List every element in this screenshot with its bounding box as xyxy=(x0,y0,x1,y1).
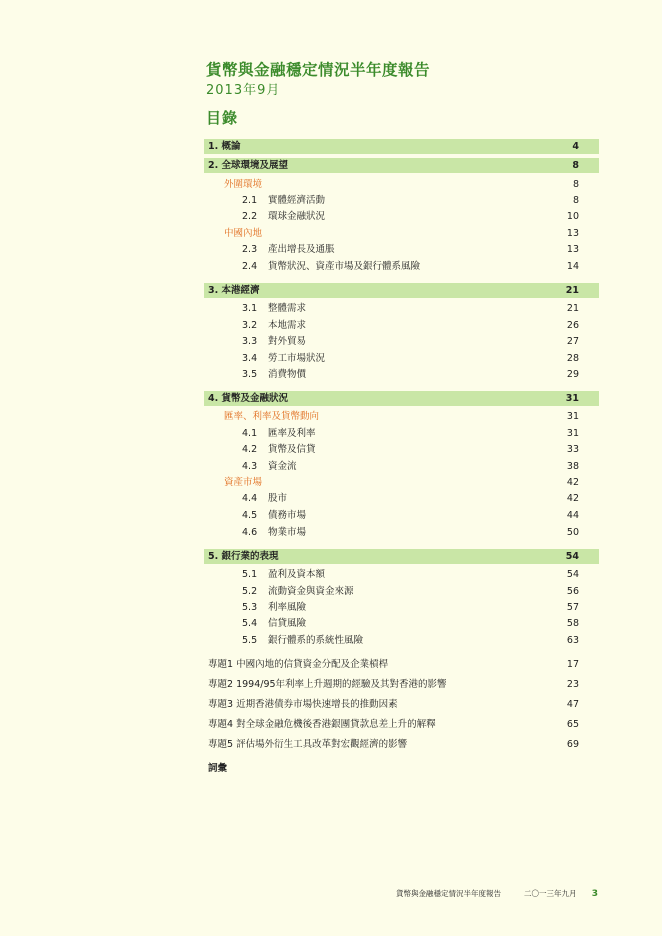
toc-region-row[interactable] xyxy=(204,409,599,424)
toc-page-number: 28 xyxy=(566,353,579,364)
toc-section-number: 4.4 xyxy=(242,493,258,504)
toc-section-number: 3.3 xyxy=(242,336,258,347)
toc-page-number: 38 xyxy=(566,461,579,472)
toc-entry-label: 勞工市場狀況 xyxy=(268,353,326,364)
toc-sub-row[interactable] xyxy=(204,442,599,457)
toc-entry-label: 2. 全球環境及展望 xyxy=(208,160,289,171)
toc-page-number: 23 xyxy=(566,679,579,690)
toc-entry-label: 流動資金與資金來源 xyxy=(268,586,354,597)
toc-page-number: 4 xyxy=(572,141,579,152)
toc-page-number: 50 xyxy=(566,527,579,538)
toc-page-number: 27 xyxy=(566,336,579,347)
toc-entry-label: 貨幣狀況、資產市場及銀行體系風險 xyxy=(268,261,421,272)
toc-sub-row[interactable] xyxy=(204,600,599,615)
toc-entry-label: 5. 銀行業的表現 xyxy=(208,551,279,562)
toc-sub-row[interactable] xyxy=(204,459,599,474)
toc-box-row[interactable] xyxy=(204,737,599,752)
toc-entry-label: 整體需求 xyxy=(268,303,307,314)
toc-entry-label: 盈利及資本額 xyxy=(268,569,326,580)
toc-box-row[interactable] xyxy=(204,657,599,672)
toc-entry-label: 貨幣及信貸 xyxy=(268,444,316,455)
toc-entry-label: 專題1 中國內地的信貸資金分配及企業槓桿 xyxy=(208,659,389,670)
toc-entry-label: 物業市場 xyxy=(268,527,307,538)
toc-chapter-row[interactable] xyxy=(204,391,599,406)
toc-page-number: 54 xyxy=(565,551,579,562)
toc-section-number: 5.1 xyxy=(242,569,258,580)
toc-page-number: 42 xyxy=(566,477,579,488)
toc-page-number: 44 xyxy=(566,510,579,521)
toc-section-number: 4.6 xyxy=(242,527,258,538)
toc-box-row[interactable] xyxy=(204,697,599,712)
toc-section-number: 2.2 xyxy=(242,211,258,222)
toc-section-number: 4.2 xyxy=(242,444,258,455)
toc-chapter-row[interactable] xyxy=(204,139,599,154)
toc-page-number: 31 xyxy=(566,428,579,439)
toc-page-number: 10 xyxy=(566,211,579,222)
toc-section-number: 4.1 xyxy=(242,428,258,439)
toc-page-number: 69 xyxy=(566,739,579,750)
toc-box-row[interactable] xyxy=(204,677,599,692)
toc-page-number: 13 xyxy=(566,228,579,239)
toc-page-number: 13 xyxy=(566,244,579,255)
page-subtitle: 2013年9月 xyxy=(206,83,281,98)
toc-section-number: 3.4 xyxy=(242,353,258,364)
toc-page-number: 26 xyxy=(566,320,579,331)
footer-date: 二〇一三年九月 xyxy=(524,889,577,898)
toc-entry-label: 專題4 對全球金融危機後香港銀團貸款息差上升的解釋 xyxy=(208,719,436,730)
toc-region-row[interactable] xyxy=(204,475,599,490)
toc-sub-row[interactable] xyxy=(204,633,599,648)
toc-page-number: 56 xyxy=(566,586,579,597)
toc-box-row[interactable] xyxy=(204,717,599,732)
toc-page-number: 29 xyxy=(566,369,579,380)
toc-page-number: 31 xyxy=(566,411,579,422)
toc-entry-label: 產出增長及通脹 xyxy=(268,244,335,255)
toc-entry-label: 專題2 1994/95年利率上升週期的經驗及其對香港的影響 xyxy=(208,679,447,690)
toc-chapter-row[interactable] xyxy=(204,283,599,298)
toc-section-number: 4.3 xyxy=(242,461,258,472)
toc-sub-row[interactable] xyxy=(204,367,599,382)
toc-entry-label: 外圍環境 xyxy=(224,179,263,190)
toc-section-number: 3.2 xyxy=(242,320,258,331)
toc-entry-label: 專題3 近期香港債券市場快速增長的推動因素 xyxy=(208,699,398,710)
toc-entry-label: 信貸風險 xyxy=(268,618,307,629)
toc-sub-row[interactable] xyxy=(204,242,599,257)
toc-entry-label: 債務市場 xyxy=(268,510,307,521)
toc-entry-label: 環球金融狀況 xyxy=(268,211,326,222)
toc-entry-label: 匯率及利率 xyxy=(268,428,316,439)
toc-page-number: 63 xyxy=(566,635,579,646)
toc-page-number: 14 xyxy=(566,261,579,272)
toc-entry-label: 銀行體系的系統性風險 xyxy=(268,635,364,646)
toc-sub-row[interactable] xyxy=(204,567,599,582)
toc-page-number: 58 xyxy=(566,618,579,629)
toc-entry-label: 股市 xyxy=(268,493,288,504)
toc-section-number: 5.4 xyxy=(242,618,258,629)
toc-sub-row[interactable] xyxy=(204,491,599,506)
toc-entry-label: 匯率、利率及貨幣動向 xyxy=(224,411,320,422)
toc-sub-row[interactable] xyxy=(204,193,599,208)
toc-page-number: 33 xyxy=(566,444,579,455)
toc-sub-row[interactable] xyxy=(204,351,599,366)
toc-sub-row[interactable] xyxy=(204,318,599,333)
toc-sub-row[interactable] xyxy=(204,426,599,441)
toc-chapter-row[interactable] xyxy=(204,158,599,173)
toc-page-number: 8 xyxy=(572,179,579,190)
toc-chapter-row[interactable] xyxy=(204,549,599,564)
toc-page-number: 57 xyxy=(566,602,579,613)
toc-page-number: 47 xyxy=(566,699,579,710)
toc-entry-label: 對外貿易 xyxy=(268,336,307,347)
toc-section-number: 2.1 xyxy=(242,195,258,206)
toc-sub-row[interactable] xyxy=(204,301,599,316)
toc-entry-label: 3. 本港經濟 xyxy=(208,285,260,296)
toc-sub-row[interactable] xyxy=(204,209,599,224)
toc-section-number: 4.5 xyxy=(242,510,258,521)
toc-heading: 目錄 xyxy=(206,109,239,127)
toc-section-number: 5.3 xyxy=(242,602,258,613)
toc-page-number: 8 xyxy=(572,160,579,171)
toc-region-row[interactable] xyxy=(204,177,599,192)
toc-entry-label: 資產市場 xyxy=(224,477,263,488)
toc-section-number: 5.5 xyxy=(242,635,258,646)
toc-sub-row[interactable] xyxy=(204,334,599,349)
toc-page-number: 8 xyxy=(572,195,579,206)
toc-page-number: 54 xyxy=(566,569,579,580)
toc-section-number: 3.1 xyxy=(242,303,258,314)
page-title: 貨幣與金融穩定情況半年度報告 xyxy=(206,61,431,79)
toc-entry-label: 資金流 xyxy=(268,461,297,472)
toc-entry-label: 消費物價 xyxy=(268,369,307,380)
toc-page-number: 17 xyxy=(566,659,579,670)
toc-sub-row[interactable] xyxy=(204,508,599,523)
toc-sub-row[interactable] xyxy=(204,525,599,540)
toc-entry-label: 1. 概論 xyxy=(208,141,241,152)
page-number: 3 xyxy=(591,889,598,899)
toc-entry-label: 4. 貨幣及金融狀況 xyxy=(208,393,289,404)
toc-entry-label: 利率風險 xyxy=(268,602,307,613)
toc-section-number: 3.5 xyxy=(242,369,258,380)
toc-page-number: 31 xyxy=(565,393,579,404)
toc-sub-row[interactable] xyxy=(204,584,599,599)
toc-page-number: 21 xyxy=(565,285,579,296)
toc-section-number: 2.4 xyxy=(242,261,258,272)
footer-title: 貨幣與金融穩定情況半年度報告 xyxy=(396,889,501,898)
toc-entry-label: 專題5 評估場外衍生工具改革對宏觀經濟的影響 xyxy=(208,739,408,750)
page-footer xyxy=(396,887,602,901)
toc-section-number: 5.2 xyxy=(242,586,258,597)
toc-sub-row[interactable] xyxy=(204,616,599,631)
toc-entry-label: 詞彙 xyxy=(208,763,228,774)
toc-section-number: 2.3 xyxy=(242,244,258,255)
toc-glossary-row[interactable] xyxy=(204,761,599,776)
toc-region-row[interactable] xyxy=(204,226,599,241)
toc-sub-row[interactable] xyxy=(204,259,599,274)
toc-page-number: 21 xyxy=(566,303,579,314)
toc-entry-label: 中國內地 xyxy=(224,228,263,239)
toc-entry-label: 實體經濟活動 xyxy=(268,195,326,206)
toc-page-number: 65 xyxy=(566,719,579,730)
toc-page-number: 42 xyxy=(566,493,579,504)
toc-entry-label: 本地需求 xyxy=(268,320,307,331)
